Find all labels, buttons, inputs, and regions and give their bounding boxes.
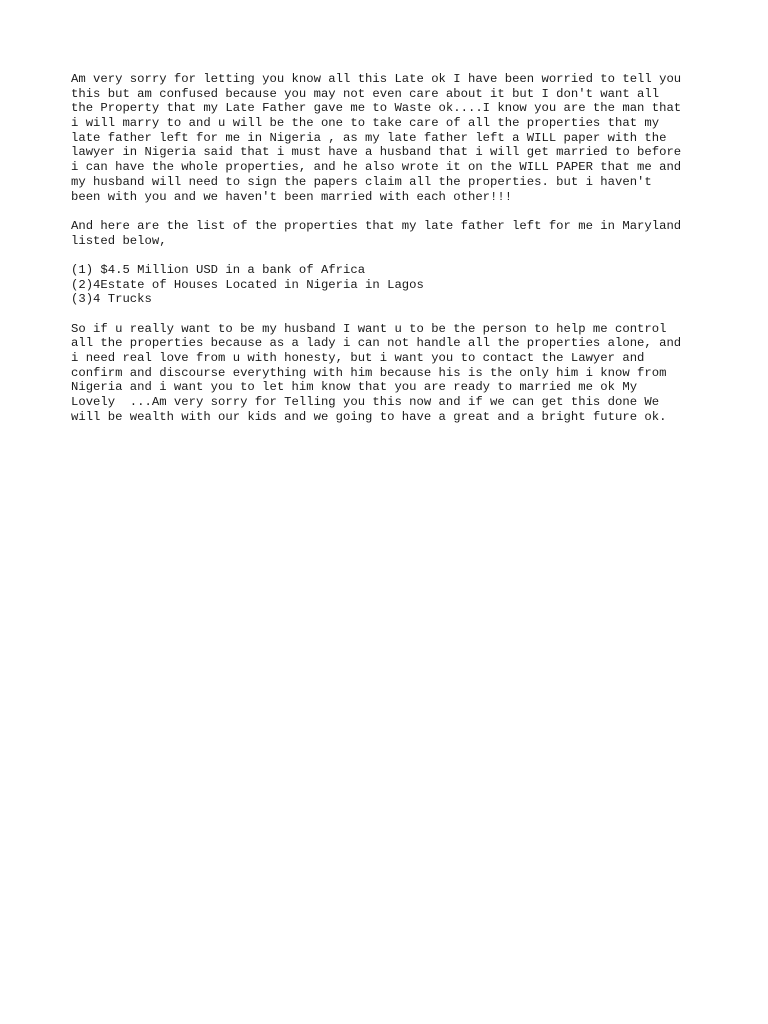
- text-line: Nigeria and i want you to let him know that you are ready to married me ok My: [71, 380, 638, 395]
- paragraph-spacer: [71, 204, 711, 219]
- text-line: So if u really want to be my husband I want u to be the person to help me control: [71, 321, 667, 336]
- text-line: i can have the whole properties, and he also wrote it on the WILL PAPER that me and: [71, 160, 682, 175]
- text-line: listed below,: [71, 233, 167, 248]
- text-line: confirm and discourse everything with him because his is the only him i know from: [71, 365, 667, 380]
- property-list: [71, 263, 711, 307]
- paragraph-closing: [71, 322, 711, 425]
- paragraph-intro: [71, 72, 711, 204]
- paragraph-spacer: [71, 307, 711, 322]
- text-line: i need real love from u with honesty, but i want you to contact the Lawyer and: [71, 351, 645, 366]
- text-line: my husband will need to sign the papers claim all the properties. but i haven't: [71, 174, 652, 189]
- text-line: And here are the list of the properties that my late father left for me in Maryland: [71, 218, 682, 233]
- text-line: lawyer in Nigeria said that i must have a husband that i will get married to before: [71, 145, 682, 160]
- document-body: [71, 72, 711, 425]
- text-line: been with you and we haven't been married with each other!!!: [71, 189, 513, 204]
- text-line: this but am confused because you may not even care about it but I don't want all: [71, 86, 660, 101]
- paragraph-property-list-intro: [71, 219, 711, 248]
- text-line: Lovely ...Am very sorry for Telling you this now and if we can get this done We: [71, 395, 660, 410]
- text-line: late father left for me in Nigeria , as my late father left a WILL paper with the: [71, 130, 667, 145]
- text-line: all the properties because as a lady i can not handle all the properties alone, and: [71, 336, 682, 351]
- paragraph-spacer: [71, 248, 711, 263]
- list-item: (1) $4.5 Million USD in a bank of Africa: [71, 262, 366, 277]
- text-line: will be wealth with our kids and we going to have a great and a bright future ok.: [71, 409, 667, 424]
- text-line: the Property that my Late Father gave me to Waste ok....I know you are the man that: [71, 101, 682, 116]
- list-item: (3)4 Trucks: [71, 292, 152, 307]
- text-line: Am very sorry for letting you know all this Late ok I have been worried to tell you: [71, 72, 682, 86]
- list-item: (2)4Estate of Houses Located in Nigeria in Lagos: [71, 277, 424, 292]
- text-line: i will marry to and u will be the one to take care of all the properties that my: [71, 116, 660, 131]
